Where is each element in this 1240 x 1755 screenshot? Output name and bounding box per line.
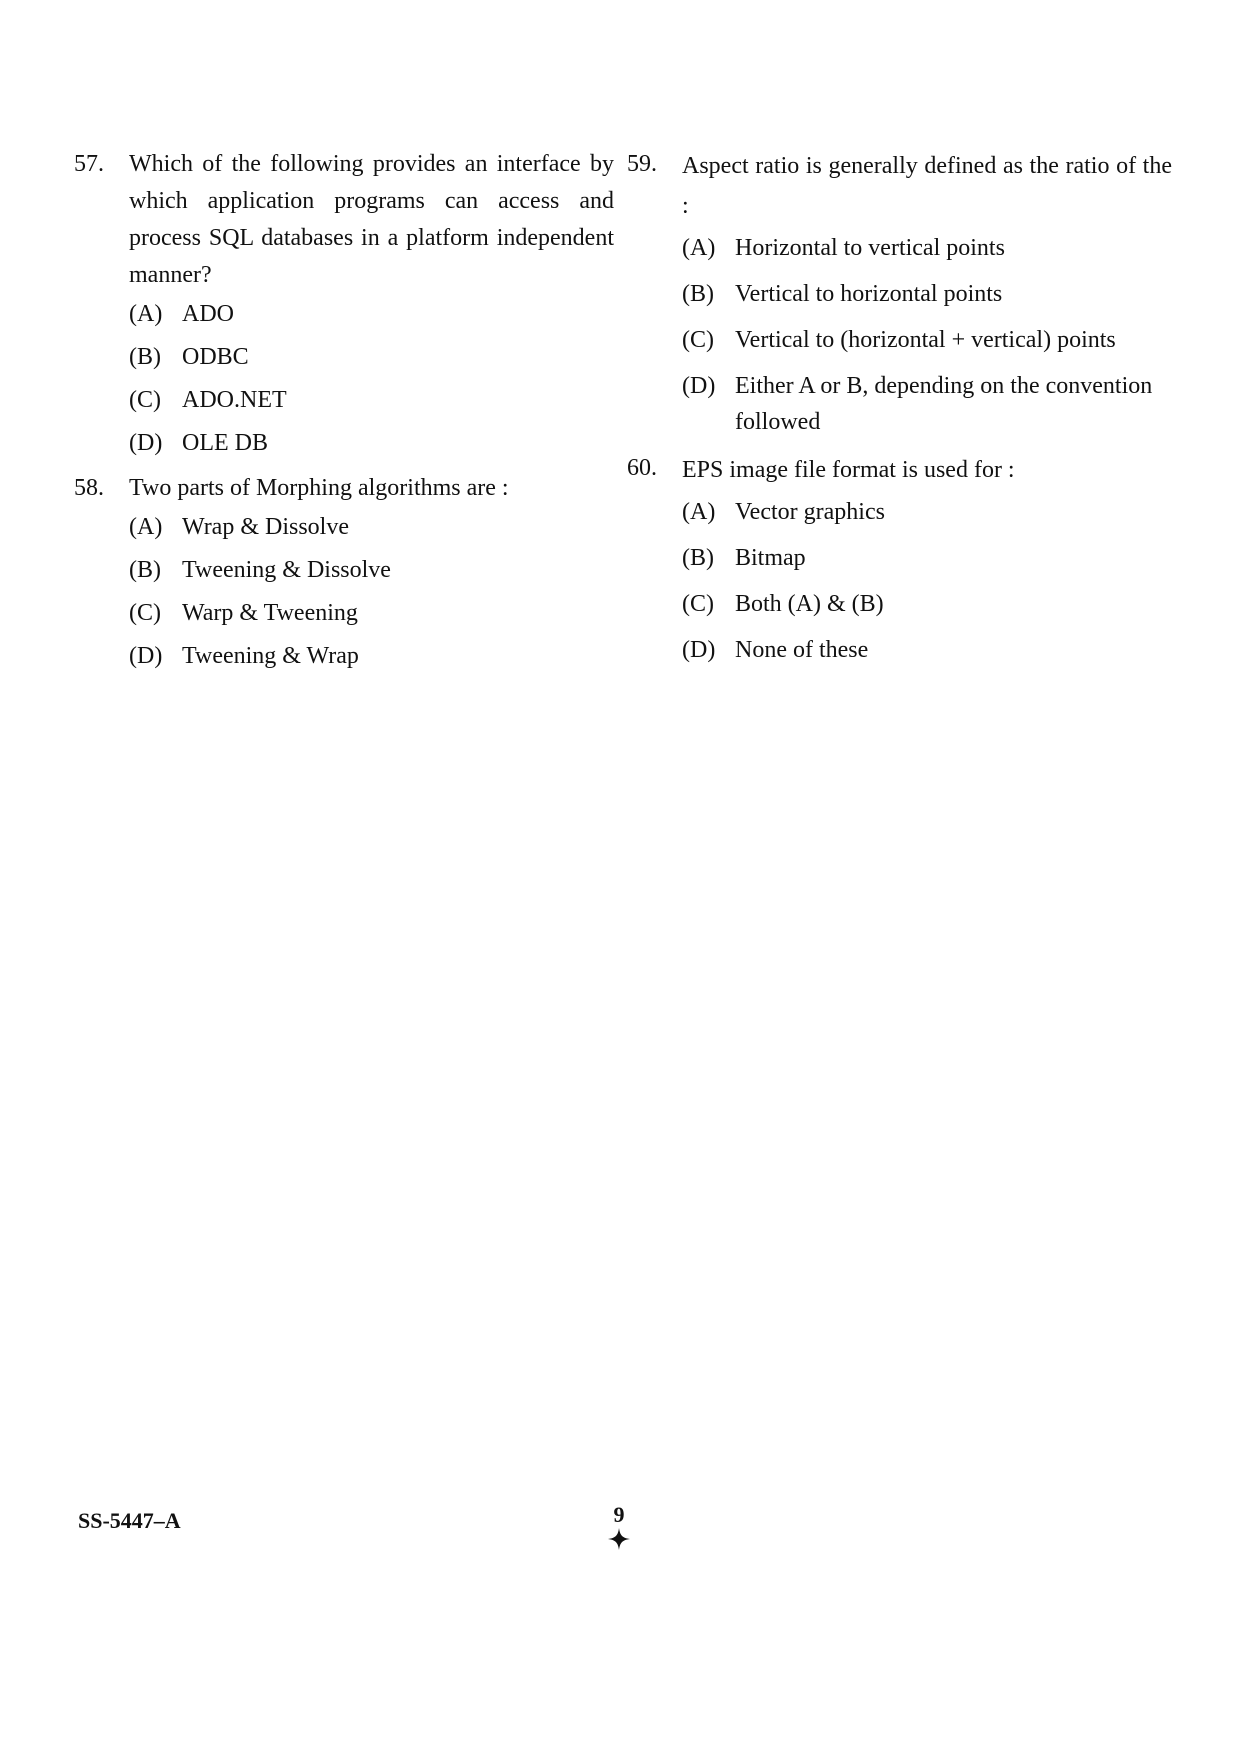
option-text: Horizontal to vertical points [735,235,1005,261]
question-58 [74,470,614,673]
option-b [129,341,614,374]
option-label: (A) [682,235,716,261]
option-label: (C) [682,591,714,617]
booklet-code: SS-5447–A [78,1508,181,1533]
option-text: Warp & Tweening [182,600,358,626]
question-59 [627,146,1172,440]
option-text: Vertical to (horizontal + vertical) points [735,327,1116,353]
question-text: EPS image file format is used for : [682,457,1015,483]
option-text: ADO.NET [182,387,287,413]
question-number: 57. [74,151,104,177]
question-number: 60. [627,455,657,481]
option-label: (B) [129,344,161,370]
option-text: Wrap & Dissolve [182,514,350,540]
question-text: Aspect ratio is generally defined as the ratio of the : [682,153,1172,219]
options-list [682,494,1172,668]
option-label: (C) [682,327,714,353]
option-label: (D) [682,637,716,663]
options-list [682,230,1172,440]
option-label: (D) [682,373,716,399]
question-number: 58. [74,475,104,501]
option-text: Bitmap [735,545,806,571]
option-d [129,640,614,673]
left-column [74,146,614,683]
options-list [129,511,614,673]
option-c [129,597,614,630]
option-a [129,298,614,331]
option-text: ODBC [182,344,249,370]
option-label: (C) [129,600,161,626]
question-57 [74,146,614,460]
question-60 [627,450,1172,668]
option-d [682,368,1172,440]
option-text: Either A or B, depending on the convention followed [735,373,1153,435]
question-text: Two parts of Morphing algorithms are : [129,475,509,501]
option-b [129,554,614,587]
option-label: (B) [682,545,714,571]
option-text: OLE DB [182,430,268,456]
option-text: Tweening & Wrap [182,643,359,669]
right-column [627,146,1172,678]
option-label: (C) [129,387,161,413]
option-label: (B) [682,281,714,307]
option-c [682,586,1172,622]
question-text: Which of the following provides an interface by which application programs can access and process SQL databases in a platform independent manner? [129,151,614,288]
option-text: ADO [182,301,234,327]
option-text: None of these [735,637,869,663]
option-label: (D) [129,643,163,669]
option-label: (D) [129,430,163,456]
option-b [682,276,1172,312]
option-a [682,494,1172,530]
option-b [682,540,1172,576]
question-number: 59. [627,151,657,177]
option-label: (A) [682,499,716,525]
option-label: (A) [129,301,163,327]
option-label: (B) [129,557,161,583]
four-point-star-icon [607,1527,631,1551]
option-c [682,322,1172,358]
option-d [129,427,614,460]
option-a [682,230,1172,266]
option-text: Tweening & Dissolve [182,557,391,583]
option-text: Vector graphics [735,499,885,525]
option-d [682,632,1172,668]
option-label: (A) [129,514,163,540]
option-text: Both (A) & (B) [735,591,884,617]
option-text: Vertical to horizontal points [735,281,1003,307]
page-number: 9 [613,1502,625,1527]
option-c [129,384,614,417]
option-a [129,511,614,544]
options-list [129,298,614,460]
